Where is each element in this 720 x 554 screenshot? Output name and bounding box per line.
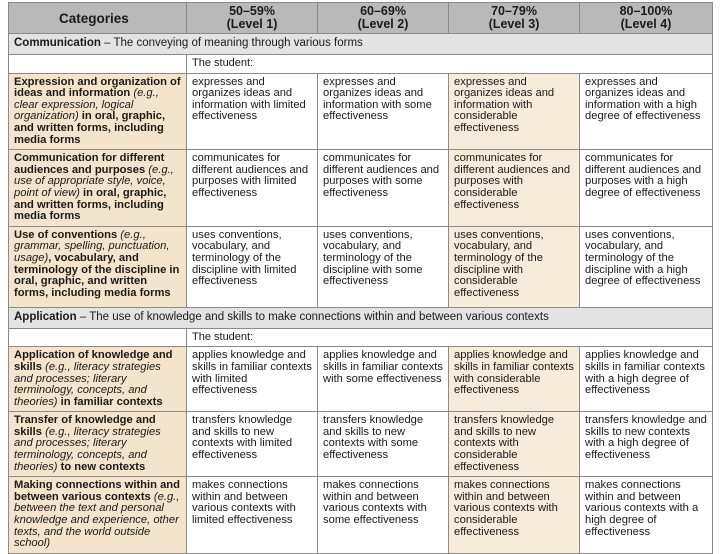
descriptor-pre: communicates for different audiences and purposes with some effectiveness <box>323 152 440 199</box>
descriptor-pre: applies knowledge and skills in familiar contexts with some effectiveness <box>323 349 443 385</box>
section-title-cell <box>9 34 713 55</box>
level-3-range: 70–79% <box>491 4 537 18</box>
descriptor-pre: applies knowledge and skills in familiar contexts with a high degree of effectiveness <box>585 349 705 397</box>
category-cell <box>9 412 187 477</box>
category-main: Expression and organization of ideas and information <box>14 75 181 100</box>
table-row <box>9 73 713 150</box>
descriptor-pre: transfers knowledge and skills to new contexts with some effectiveness <box>323 414 424 462</box>
descriptor-pre: transfers knowledge and skills to new contexts with limited effectiveness <box>192 414 293 462</box>
achievement-chart-table <box>8 2 713 554</box>
table-row <box>9 477 713 554</box>
descriptor-pre: communicates for different audiences and purposes with limited effectiveness <box>192 152 309 199</box>
category-cell <box>9 226 187 307</box>
student-row-spacer <box>9 55 187 74</box>
table-body <box>9 34 713 554</box>
descriptor-pre: makes connections within and between various contexts with limited effectiveness <box>192 479 296 527</box>
level-1-label: (Level 1) <box>226 17 278 31</box>
table-row <box>9 412 713 477</box>
level-3-cell <box>449 412 580 477</box>
descriptor-pre: expresses and organizes ideas and information with considerable effectiveness <box>454 75 555 134</box>
level-2-label: (Level 2) <box>357 17 409 31</box>
level-4-cell <box>580 412 713 477</box>
table-row <box>9 150 713 227</box>
descriptor-pre: applies knowledge and skills in familiar contexts with considerable effectiveness <box>454 349 574 397</box>
descriptor-pre: expresses and organizes ideas and information with some effectiveness <box>323 75 432 123</box>
header-level-3 <box>449 3 580 34</box>
category-hint: (e.g., grammar, spelling, punctuation, usage) <box>14 228 170 264</box>
level-1-cell <box>187 347 318 412</box>
level-2-cell <box>318 347 449 412</box>
level-3-cell <box>449 347 580 412</box>
descriptor-pre: transfers knowledge and skills to new contexts with a high degree of effectiveness <box>585 414 707 462</box>
category-cell <box>9 150 187 227</box>
descriptor-pre: transfers knowledge and skills to new contexts with considerable effectiveness <box>454 414 555 473</box>
student-label: The student: <box>187 55 713 74</box>
category-main: Making connections within and between various contexts <box>14 479 180 503</box>
category-main: Transfer of knowledge and skills <box>14 414 156 438</box>
category-main: Application of knowledge and skills <box>14 349 173 373</box>
level-2-cell <box>318 412 449 477</box>
level-3-cell <box>449 226 580 307</box>
section-header <box>9 307 713 328</box>
category-hint: (e.g., literacy strategies and processes; literary terminology, concepts, and theories) <box>14 360 161 408</box>
level-3-cell <box>449 150 580 227</box>
section-header <box>9 34 713 55</box>
header-categories: Categories <box>9 3 187 34</box>
header-level-1 <box>187 3 318 34</box>
category-main: Use of conventions <box>14 228 118 241</box>
level-3-label: (Level 3) <box>488 17 540 31</box>
descriptor-pre: makes connections within and between various contexts with some effectiveness <box>323 479 427 527</box>
student-row <box>9 328 713 347</box>
section-title: Application <box>14 310 77 323</box>
category-tail: , vocabulary, and terminology of the discipline in oral, graphic, and written forms, including media forms <box>14 251 180 299</box>
level-1-cell <box>187 73 318 150</box>
level-2-cell <box>318 150 449 227</box>
header-level-4 <box>580 3 713 34</box>
category-hint: (e.g., clear expression, logical organization) <box>14 87 159 123</box>
category-hint: (e.g., literacy strategies and processes; literary terminology, concepts, and theories) <box>14 425 161 473</box>
descriptor-pre: communicates for different audiences and purposes with considerable effectiveness <box>454 152 571 211</box>
table-row <box>9 347 713 412</box>
section-title: Communication <box>14 37 101 49</box>
level-2-cell <box>318 73 449 150</box>
header-level-2 <box>318 3 449 34</box>
category-cell <box>9 477 187 554</box>
descriptor-pre: applies knowledge and skills in familiar contexts with limited effectiveness <box>192 349 312 397</box>
category-tail: in familiar contexts <box>57 395 163 408</box>
level-2-cell <box>318 226 449 307</box>
level-1-range: 50–59% <box>229 4 275 18</box>
level-2-range: 60–69% <box>360 4 406 18</box>
level-4-cell <box>580 347 713 412</box>
level-2-cell <box>318 477 449 554</box>
category-tail: in oral, graphic, and written forms, including media forms <box>14 110 166 146</box>
level-1-cell <box>187 477 318 554</box>
student-row-spacer <box>9 328 187 347</box>
descriptor-pre: uses conventions, vocabulary, and terminology of the discipline with limited effectiveness <box>192 228 297 288</box>
descriptor-pre: uses conventions, vocabulary, and terminology of the discipline with some effectiveness <box>323 228 423 288</box>
category-cell <box>9 347 187 412</box>
level-4-cell <box>580 150 713 227</box>
level-1-cell <box>187 412 318 477</box>
descriptor-pre: uses conventions, vocabulary, and terminology of the discipline with considerable effectiveness <box>454 228 544 299</box>
section-subtitle: – The conveying of meaning through various forms <box>100 37 363 49</box>
level-4-cell <box>580 477 713 554</box>
level-3-cell <box>449 73 580 150</box>
category-tail: in oral, graphic, and written forms, including media forms <box>14 186 167 223</box>
level-4-cell <box>580 226 713 307</box>
level-4-label: (Level 4) <box>620 17 672 31</box>
level-1-cell <box>187 150 318 227</box>
section-subtitle: – The use of knowledge and skills to make connections within and between various contexts <box>76 310 549 323</box>
level-4-range: 80–100% <box>619 4 673 18</box>
category-tail: to new contexts <box>57 460 146 473</box>
category-hint: (e.g., between the text and personal knowledge and experience, other texts, and the world outside school) <box>14 490 180 550</box>
descriptor-pre: makes connections within and between various contexts with considerable effectiveness <box>454 479 558 538</box>
level-3-cell <box>449 477 580 554</box>
student-label: The student: <box>187 328 713 347</box>
table-row <box>9 226 713 307</box>
category-hint: (e.g., use of appropriate style, voice, point of view) <box>14 163 174 199</box>
category-main: Communication for different audiences and purposes <box>14 152 165 176</box>
level-4-cell <box>580 73 713 150</box>
descriptor-pre: uses conventions, vocabulary, and terminology of the discipline with a high degree of effectiveness <box>585 228 701 288</box>
student-row <box>9 55 713 74</box>
category-cell <box>9 73 187 150</box>
descriptor-pre: makes connections within and between various contexts with a high degree of effectiveness <box>585 479 699 538</box>
level-1-cell <box>187 226 318 307</box>
section-title-cell <box>9 307 713 328</box>
descriptor-pre: expresses and organizes ideas and information with limited effectiveness <box>192 75 306 123</box>
descriptor-pre: communicates for different audiences and purposes with a high degree of effectiveness <box>585 152 702 199</box>
descriptor-pre: expresses and organizes ideas and information with a high degree of effectiveness <box>585 75 701 123</box>
table-header <box>9 3 713 34</box>
